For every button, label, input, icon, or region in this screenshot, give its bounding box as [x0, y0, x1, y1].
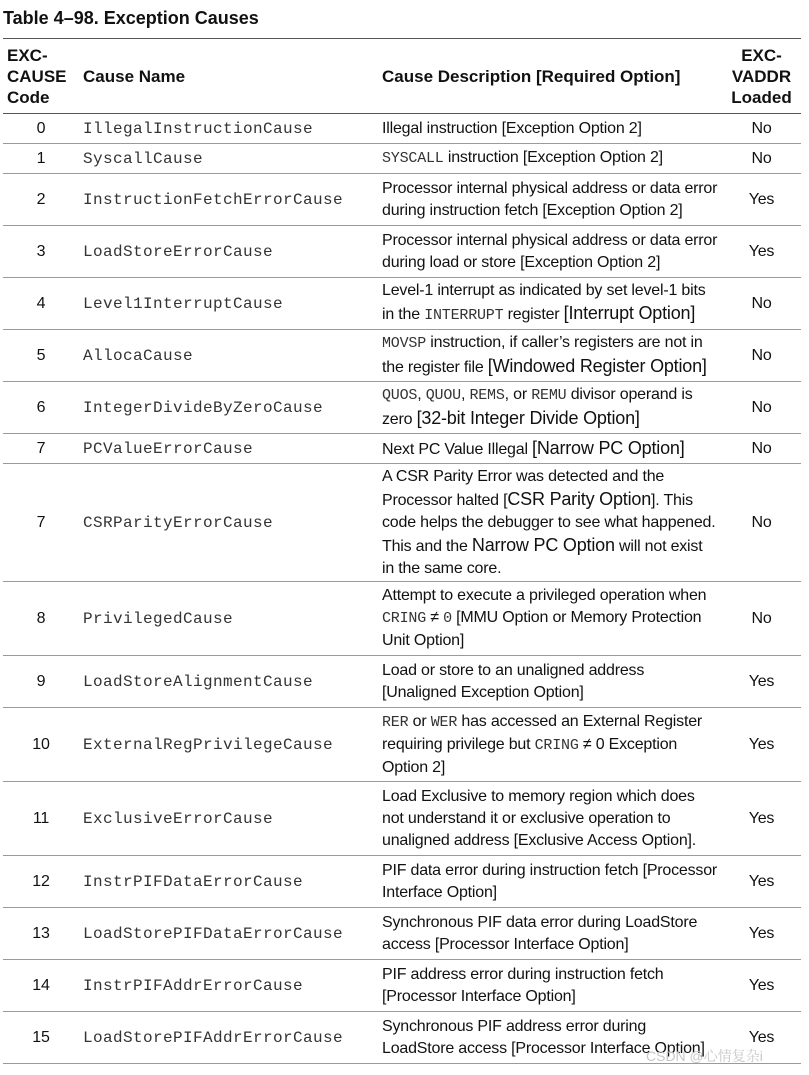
- table-title: Table 4–98. Exception Causes: [3, 8, 259, 28]
- code-term: CRING: [534, 736, 579, 754]
- cause-name: LoadStorePIFAddrErrorCause: [79, 1012, 378, 1064]
- cause-name: PCValueErrorCause: [79, 434, 378, 464]
- desc-text: instruction, if caller’s registers are not in the register file: [382, 334, 703, 376]
- cause-name: ExclusiveErrorCause: [79, 782, 378, 856]
- cause-code: 3: [3, 226, 79, 278]
- header-row: [3, 39, 801, 114]
- table-row: [3, 960, 801, 1012]
- desc-text: Processor internal physical address or data error during instruction fetch [Exception Option 2]: [382, 179, 718, 219]
- vaddr-loaded: Yes: [722, 908, 801, 960]
- code-term: 0: [443, 610, 452, 627]
- header-desc: Cause Description [Required Option]: [378, 39, 722, 114]
- cause-name: AllocaCause: [79, 330, 378, 382]
- cause-name: IllegalInstructionCause: [79, 114, 378, 144]
- desc-text: divisor operand is zero: [382, 386, 693, 428]
- desc-text: ≠: [426, 609, 444, 626]
- vaddr-loaded: No: [722, 114, 801, 144]
- vaddr-loaded: No: [722, 144, 801, 174]
- cause-description: [378, 278, 722, 330]
- code-term: QUOU: [425, 387, 461, 404]
- watermark: CSDN @心情复杂i: [646, 1048, 763, 1064]
- header-name: Cause Name: [79, 39, 378, 114]
- cause-description: [378, 226, 722, 278]
- table-row: [3, 708, 801, 782]
- cause-code: 0: [3, 114, 79, 144]
- desc-text: A CSR Parity Error was detected and the Processor halted [: [382, 467, 665, 509]
- cause-name: InstrPIFDataErrorCause: [79, 856, 378, 908]
- desc-text: PIF data error during instruction fetch [Processor Interface Option]: [382, 861, 718, 901]
- cause-description: [378, 908, 722, 960]
- table-row: [3, 856, 801, 908]
- desc-text: [Interrupt Option]: [563, 303, 696, 323]
- code-term: WER: [430, 713, 458, 731]
- desc-text: ]. This code helps the debugger to see what happened. This and the: [382, 491, 716, 555]
- vaddr-loaded: No: [722, 582, 801, 656]
- cause-description: [378, 856, 722, 908]
- cause-description: [378, 144, 722, 174]
- cause-code: 12: [3, 856, 79, 908]
- cause-description: [378, 782, 722, 856]
- cause-code: 1: [3, 144, 79, 174]
- vaddr-loaded: Yes: [722, 226, 801, 278]
- exception-causes-table: [3, 38, 801, 1064]
- code-term: REMS: [469, 387, 505, 404]
- cause-code: 8: [3, 582, 79, 656]
- cause-description: [378, 656, 722, 708]
- desc-text: has accessed an External Register requiring privilege but: [382, 712, 703, 753]
- code-term: MOVSP: [382, 335, 427, 352]
- desc-text: Synchronous PIF address error during LoadStore access [Processor Interface Option]: [382, 1017, 705, 1057]
- cause-code: 14: [3, 960, 79, 1012]
- vaddr-loaded: Yes: [722, 708, 801, 782]
- cause-code: 2: [3, 174, 79, 226]
- table-row: [3, 330, 801, 382]
- cause-code: 15: [3, 1012, 79, 1064]
- cause-code: 13: [3, 908, 79, 960]
- vaddr-loaded: No: [722, 464, 801, 582]
- desc-text: Processor internal physical address or data error during load or store [Exception Option 2]: [382, 231, 718, 271]
- cause-name: IntegerDivideByZeroCause: [79, 382, 378, 434]
- cause-description: [378, 114, 722, 144]
- table-row: [3, 908, 801, 960]
- header-code: EXC- CAUSE Code: [3, 39, 79, 114]
- desc-text: [Narrow PC Option]: [532, 437, 685, 458]
- desc-text: Load Exclusive to memory region which does not understand it or exclusive operation to unaligned address [Exclusive Access Option].: [382, 787, 697, 849]
- code-term: INTERRUPT: [424, 307, 504, 324]
- cause-description: [378, 708, 722, 782]
- desc-text: [32-bit Integer Divide Option]: [416, 408, 640, 428]
- table-row: [3, 434, 801, 464]
- table-row: [3, 278, 801, 330]
- table-row: [3, 382, 801, 434]
- desc-text: instruction [Exception Option 2]: [443, 149, 663, 166]
- cause-description: [378, 382, 722, 434]
- table-row: [3, 114, 801, 144]
- vaddr-loaded: Yes: [722, 960, 801, 1012]
- vaddr-loaded: No: [722, 278, 801, 330]
- vaddr-loaded: No: [722, 382, 801, 434]
- code-term: RER: [382, 713, 409, 731]
- desc-text: ,: [460, 386, 470, 403]
- desc-text: , or: [504, 386, 532, 403]
- cause-name: InstrPIFAddrErrorCause: [79, 960, 378, 1012]
- vaddr-loaded: Yes: [722, 1012, 801, 1064]
- cause-name: CSRParityErrorCause: [79, 464, 378, 582]
- header-vaddr: EXC- VADDR Loaded: [722, 39, 801, 114]
- cause-name: LoadStoreAlignmentCause: [79, 656, 378, 708]
- cause-code: 11: [3, 782, 79, 856]
- cause-code: 7: [3, 434, 79, 464]
- cause-description: [378, 330, 722, 382]
- desc-text: Next PC Value Illegal: [382, 440, 533, 458]
- vaddr-loaded: Yes: [722, 856, 801, 908]
- desc-text: ≠ 0 Exception Option 2]: [382, 735, 678, 776]
- desc-text: [Windowed Register Option]: [487, 356, 707, 376]
- cause-code: 7: [3, 464, 79, 582]
- cause-description: [378, 464, 722, 582]
- vaddr-loaded: No: [722, 330, 801, 382]
- cause-name: SyscallCause: [79, 144, 378, 174]
- cause-description: [378, 434, 722, 464]
- desc-text: PIF address error during instruction fetch [Processor Interface Option]: [382, 965, 664, 1005]
- desc-text: Attempt to execute a privileged operation when: [382, 587, 707, 604]
- vaddr-loaded: Yes: [722, 174, 801, 226]
- cause-description: [378, 960, 722, 1012]
- cause-description: [378, 174, 722, 226]
- cause-code: 5: [3, 330, 79, 382]
- vaddr-loaded: No: [722, 434, 801, 464]
- code-term: QUOS: [382, 387, 418, 404]
- cause-name: InstructionFetchErrorCause: [79, 174, 378, 226]
- desc-text: Illegal instruction [Exception Option 2]: [382, 119, 642, 137]
- desc-text: will not exist in the same core.: [382, 537, 703, 577]
- cause-description: [378, 582, 722, 656]
- code-term: REMU: [531, 387, 567, 404]
- vaddr-loaded: Yes: [722, 656, 801, 708]
- cause-name: LoadStorePIFDataErrorCause: [79, 908, 378, 960]
- cause-code: 4: [3, 278, 79, 330]
- table-row: [3, 174, 801, 226]
- desc-text: Narrow PC Option: [471, 534, 615, 555]
- desc-text: register: [503, 306, 564, 323]
- code-term: CRING: [382, 610, 427, 627]
- desc-text: CSR Parity Option: [507, 488, 652, 509]
- table-row: [3, 144, 801, 174]
- cause-code: 6: [3, 382, 79, 434]
- table-row: [3, 582, 801, 656]
- desc-text: [MMU Option or Memory Protection Unit Option]: [382, 609, 702, 649]
- desc-text: ,: [417, 386, 426, 403]
- table-row: [3, 656, 801, 708]
- cause-code: 10: [3, 708, 79, 782]
- cause-name: PrivilegedCause: [79, 582, 378, 656]
- table-row: [3, 782, 801, 856]
- cause-name: LoadStoreErrorCause: [79, 226, 378, 278]
- cause-name: ExternalRegPrivilegeCause: [79, 708, 378, 782]
- table-row: [3, 464, 801, 582]
- desc-text: Level-1 interrupt as indicated by set level-1 bits in the: [382, 282, 706, 323]
- cause-code: 9: [3, 656, 79, 708]
- desc-text: Load or store to an unaligned address [Unaligned Exception Option]: [382, 661, 645, 701]
- code-term: SYSCALL: [382, 150, 444, 167]
- cause-name: Level1InterruptCause: [79, 278, 378, 330]
- table-row: [3, 226, 801, 278]
- desc-text: Synchronous PIF data error during LoadStore access [Processor Interface Option]: [382, 913, 698, 953]
- vaddr-loaded: Yes: [722, 782, 801, 856]
- desc-text: or: [408, 712, 431, 730]
